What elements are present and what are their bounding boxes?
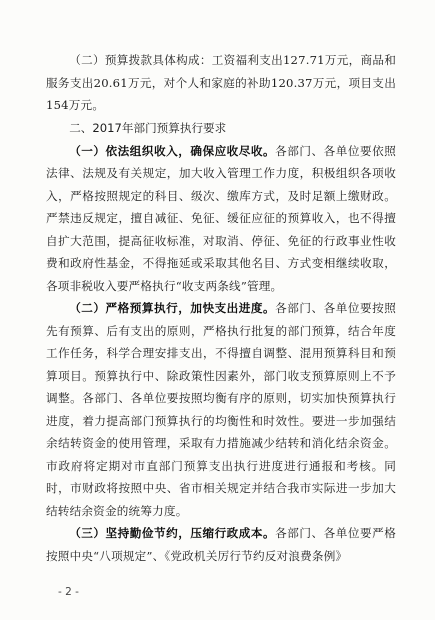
collect-revenue-paragraph bbox=[46, 140, 396, 298]
paragraph-lead: （一）依法组织收入，确保应收尽收。 bbox=[69, 143, 276, 158]
paragraph-lead: （二）严格预算执行，加快支出进度。 bbox=[69, 301, 276, 315]
page-number: - 2 - bbox=[58, 586, 79, 598]
section-heading: 二、2017年部门预算执行要求 bbox=[69, 121, 227, 135]
paragraph-text: 各部门、各单位要严格按照中央“八项规定”、《党政机关厉行节约反对浪费条例》 bbox=[46, 526, 396, 563]
budget-composition-paragraph bbox=[46, 49, 396, 117]
frugality-paragraph bbox=[46, 522, 396, 567]
paragraph-text: 各部门、各单位要按照先有预算、后有支出的原则，严格执行批复的部门预算，结合年度工作任务，科学合理安排支出，不得擅自调整、混用预算科目和预算项目。预算执行中、除政策性因素外，部门收支预算原则上不予调整。各部门、各单位要按照均衡有序的原则，切实加快预算执行进度，着力提高部门预算执行的均衡性和时效性。要进一步加强结余结转资金的使用管理，采取有力措施减少结转和消化结余资金。市政府将定期对市直部门预算支出执行进度进行通报和考核。同时，市财政将按照中央、省市相关规定并结合我市实际进一步加大结转结余资金的统筹力度。 bbox=[46, 301, 396, 518]
budget-execution-paragraph bbox=[46, 297, 396, 522]
paragraph-text: （二）预算拨款具体构成：工资福利支出127.71万元，商品和服务支出20.61万元，对个人和家庭的补助120.37万元，项目支出154万元。 bbox=[46, 53, 396, 112]
paragraph-lead: （三）坚持勤俭节约，压缩行政成本。 bbox=[69, 526, 276, 540]
paragraph-text: 各部门、各单位要依照法律、法规及有关规定，加大收入管理工作力度，积极组织各项收入，严格按照规定的科目、级次、缴库方式，及时足额上缴财政。严禁违反规定，擅自减征、免征、缓征应征的预算收入，也不得擅自扩大范围，提高征收标准，对取消、停征、免征的行政事业性收费和政府性基金，不得拖延或采取其他名目、方式变相继续收取，各项非税收入要严格执行“收支两条线”管理。 bbox=[46, 143, 396, 293]
